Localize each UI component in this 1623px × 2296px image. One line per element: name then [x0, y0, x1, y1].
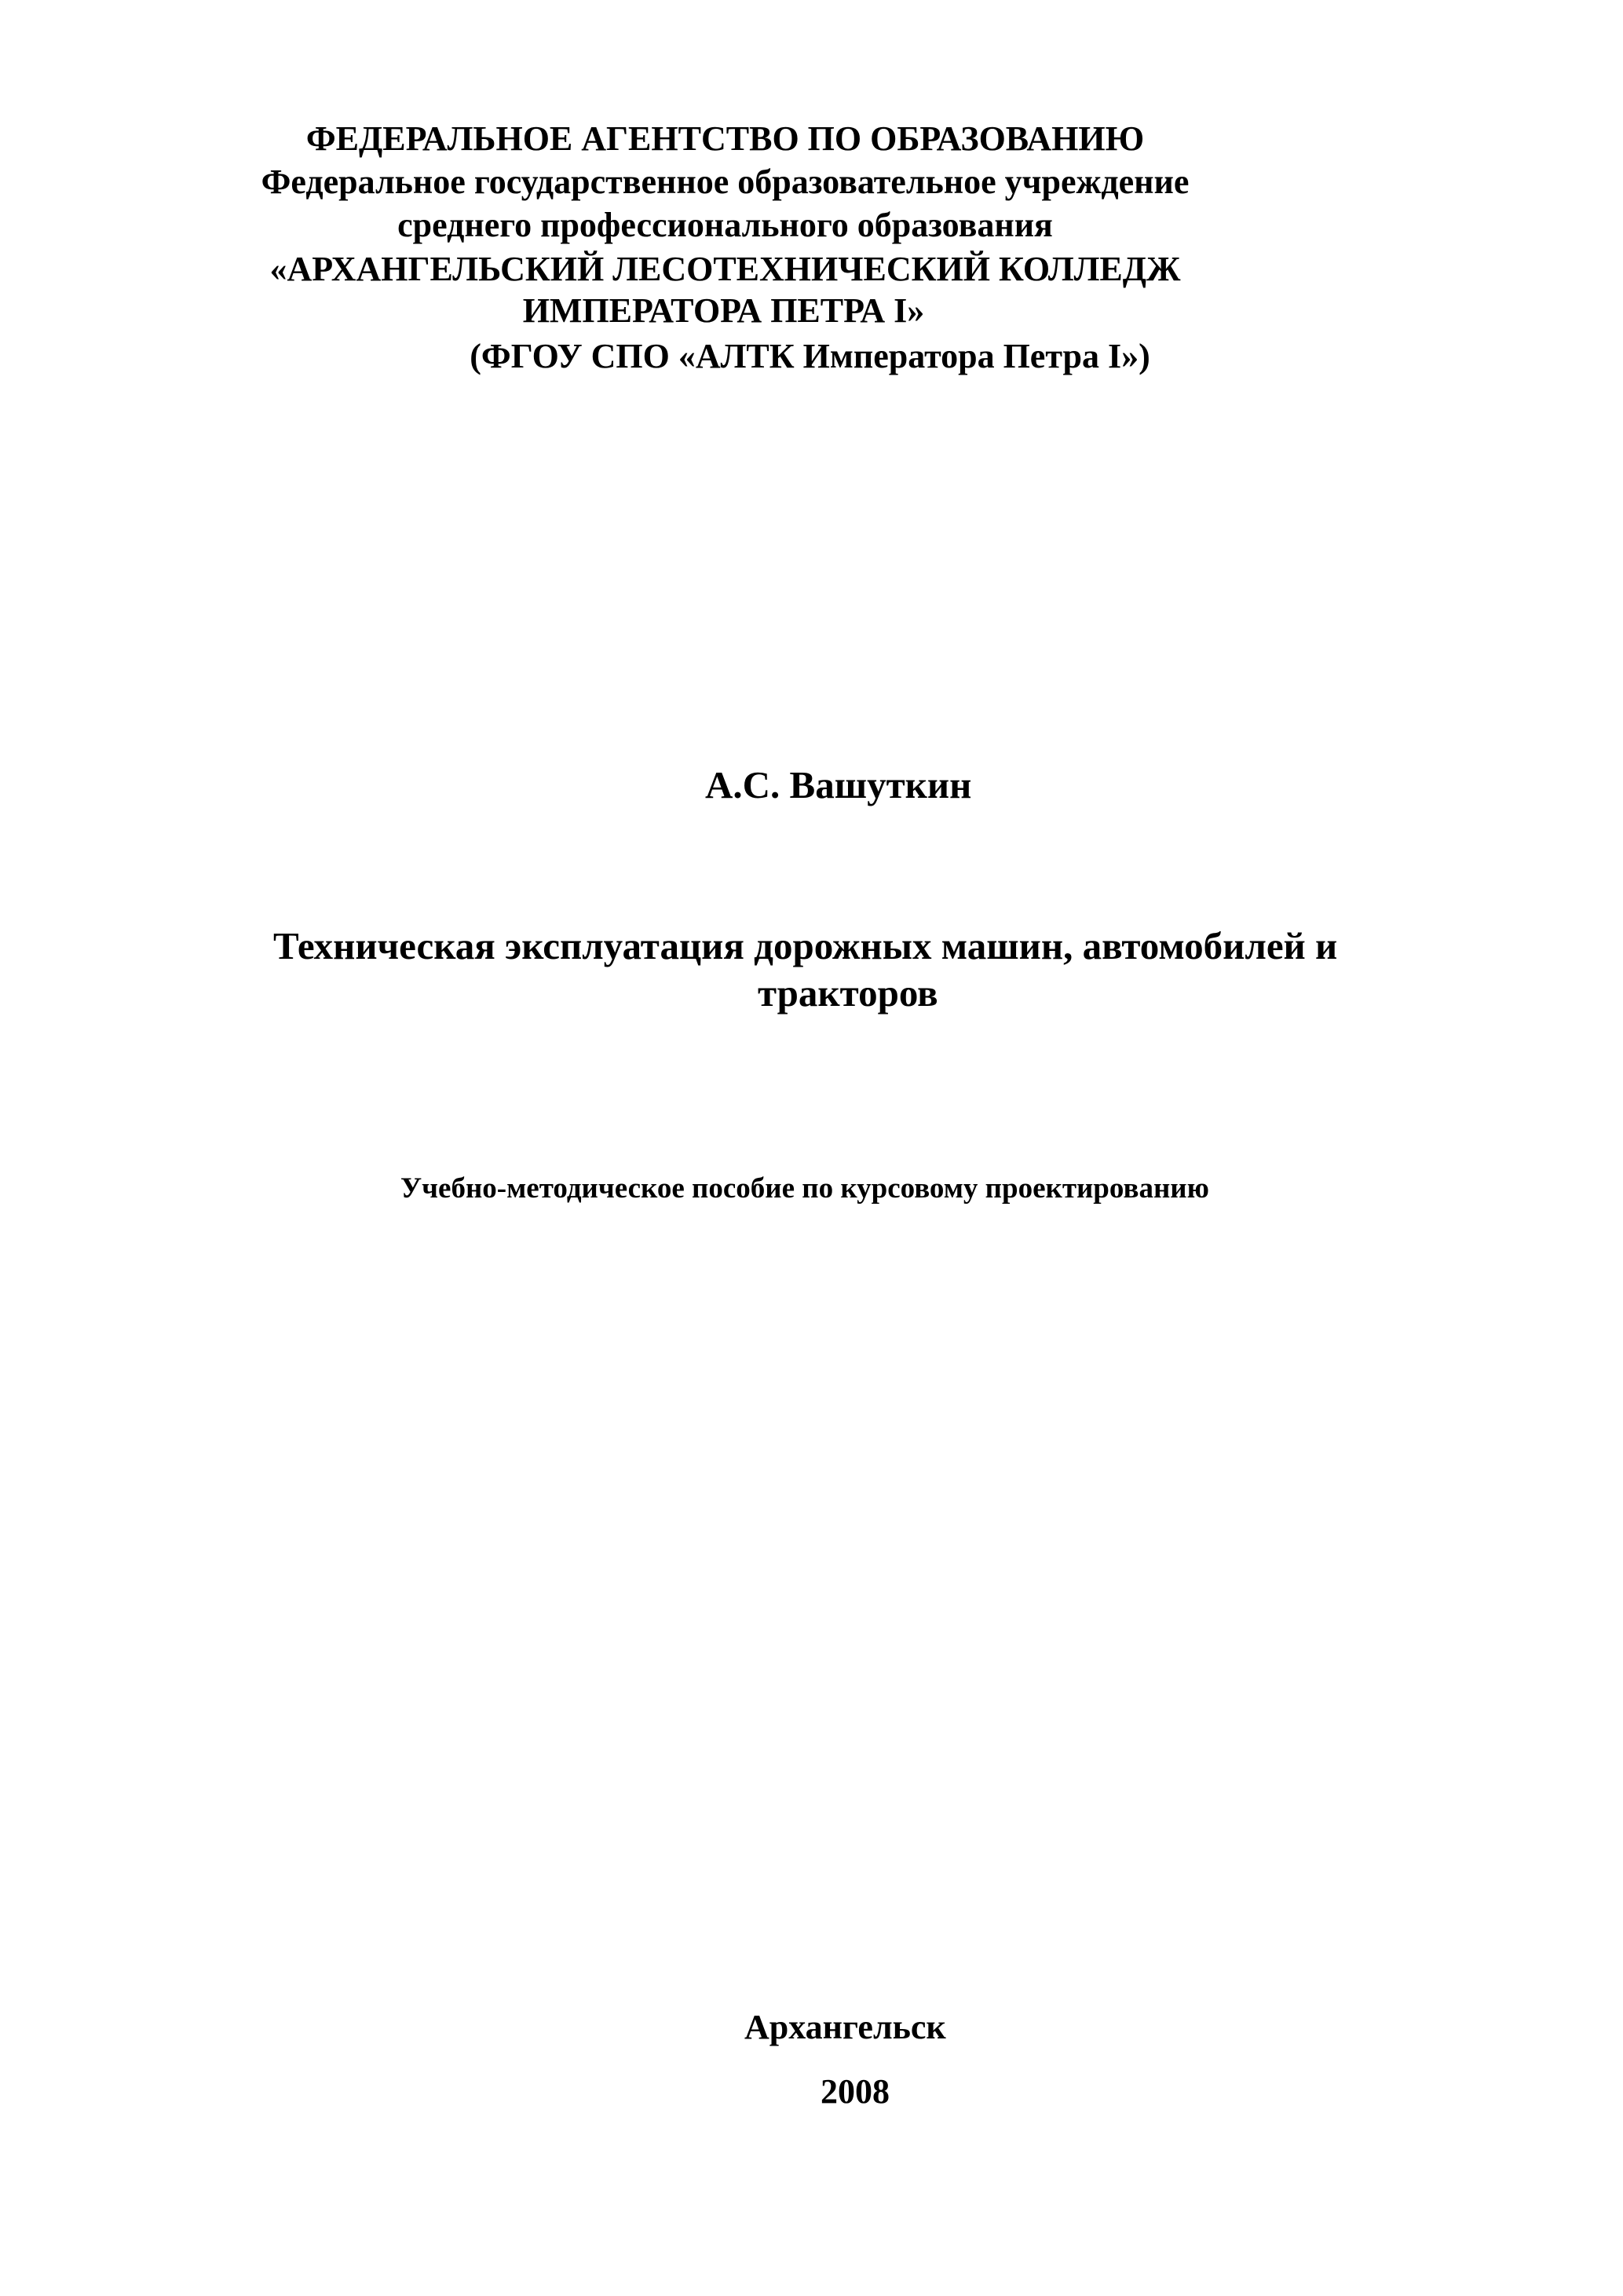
- title-line1: Техническая эксплуатация дорожных машин, автомобилей и: [273, 924, 1338, 967]
- institution-type: Федеральное государственное образовательное учреждение: [261, 163, 1190, 201]
- author-name: А.С. Вашуткин: [705, 763, 972, 806]
- education-level: среднего профессионального образования: [397, 206, 1053, 244]
- college-name-line1: «АРХАНГЕЛЬСКИЙ ЛЕСОТЕХНИЧЕСКИЙ КОЛЛЕДЖ: [269, 250, 1181, 288]
- document-subtitle: Учебно-методическое пособие по курсовому проектированию: [400, 1172, 1209, 1205]
- city-name: Архангельск: [744, 2008, 946, 2046]
- college-abbreviation: (ФГОУ СПО «АЛТК Императора Петра I»): [470, 337, 1150, 375]
- title-line2: тракторов: [758, 971, 938, 1015]
- agency-name: ФЕДЕРАЛЬНОЕ АГЕНТСТВО ПО ОБРАЗОВАНИЮ: [305, 119, 1145, 158]
- publication-year: 2008: [821, 2072, 890, 2111]
- college-name-line2: ИМПЕРАТОРА ПЕТРА I»: [522, 291, 925, 330]
